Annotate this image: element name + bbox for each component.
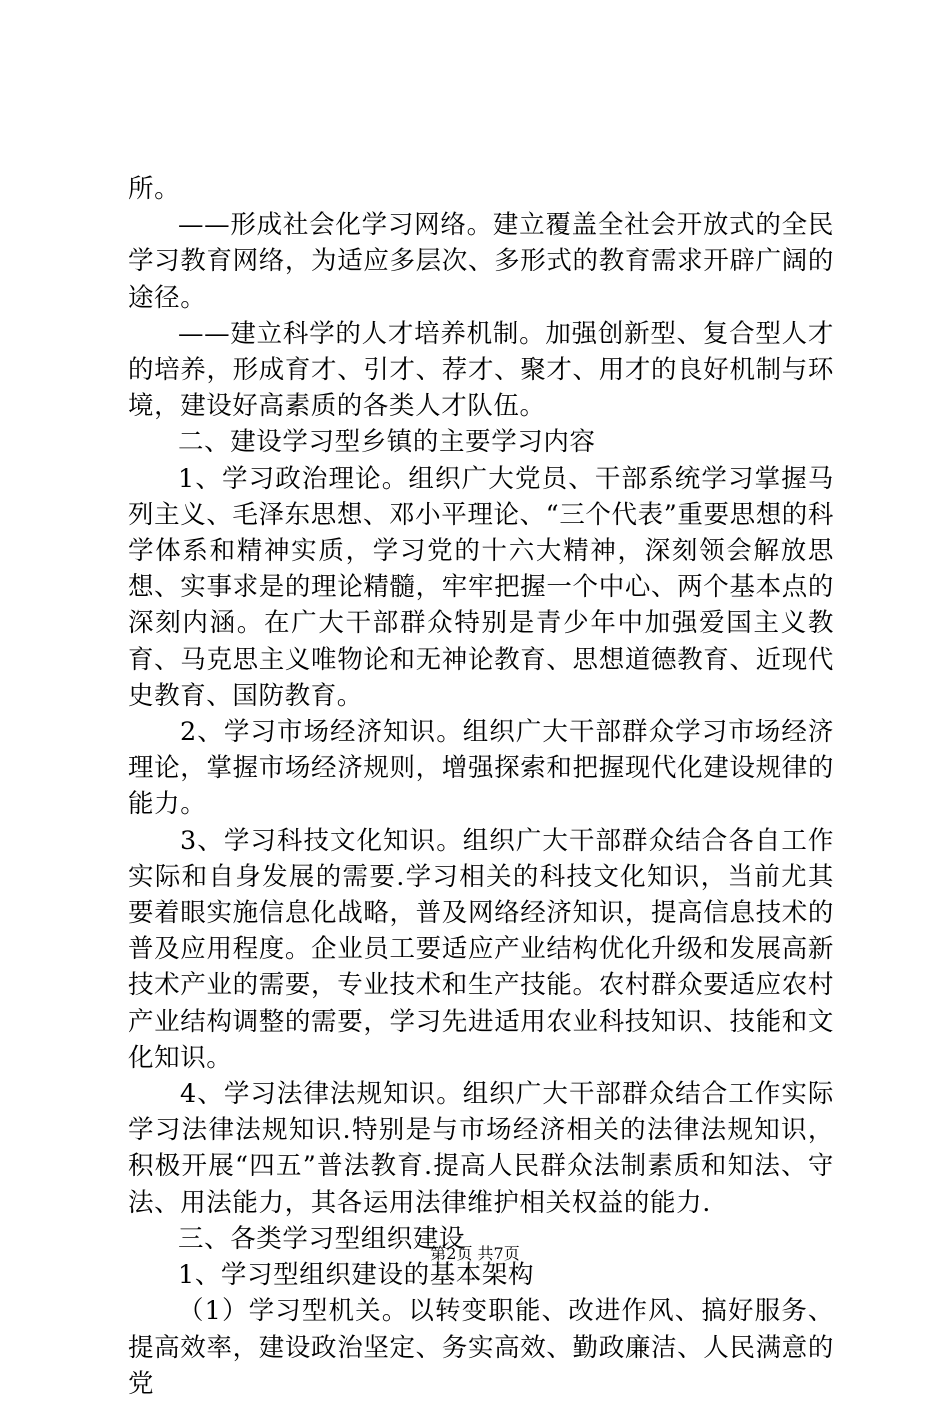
section-heading-2: 二、建设学习型乡镇的主要学习内容 <box>178 427 596 458</box>
paragraph-talent-mechanism: ——建立科学的人才培养机制。加强创新型、复合型人才的培养，形成育才、引才、荐才、聚才、用才的良好机制与环境，建设好高素质的各类人才队伍。 <box>128 318 834 422</box>
paragraph-learning-organ: （1）学习型机关。以转变职能、改进作风、搞好服务、提高效率，建设政治坚定、务实高效、勤政廉洁、人民满意的党 <box>128 1296 834 1399</box>
paragraph-learning-network: ——形成社会化学习网络。建立覆盖全社会开放式的全民学习教育网络，为适应多层次、多形式的教育需求开辟广阔的途径。 <box>128 210 834 313</box>
subsection-heading-1: 1、学习型组织建设的基本架构 <box>178 1260 535 1291</box>
paragraph-science-culture: 3、学习科技文化知识。组织广大干部群众结合各自工作实际和自身发展的需要.学习相关的科技文化知识，当前尤其要着眼实施信息化战略，普及网络经济知识，提高信息技术的普及应用程度。企业员工要适应产业结构优化升级和发展高新技术产业的需要，专业技术和生产技能。农村群众要适应农村产业结构调整的需要，学习先进适用农业科技知识、技能和文化知识。 <box>128 825 834 1073</box>
section-heading-3: 三、各类学习型组织建设 <box>178 1223 466 1254</box>
paragraph-continuation: 所。 <box>128 174 181 204</box>
document-body <box>128 171 834 1402</box>
paragraph-political-theory: 1、学习政治理论。组织广大党员、干部系统学习掌握马列主义、毛泽东思想、邓小平理论、“三个代表”重要思想的科学体系和精神实质，学习党的十六大精神，深刻领会解放思想、实事求是的理论精髓，牢牢把握一个中心、两个基本点的深刻内涵。在广大干部群众特别是青少年中加强爱国主义教育、马克思主义唯物论和无神论教育、思想道德教育、近现代史教育、国防教育。 <box>128 463 834 711</box>
paragraph-market-economy: 2、学习市场经济知识。组织广大干部群众学习市场经济理论，掌握市场经济规则，增强探索和把握现代化建设规律的能力。 <box>128 717 834 820</box>
page-number-footer: 第2页 共7页 <box>430 1244 520 1263</box>
paragraph-law-regulations: 4、学习法律法规知识。组织广大干部群众结合工作实际学习法律法规知识.特别是与市场经济相关的法律法规知识，积极开展“四五”普法教育.提高人民群众法制素质和知法、守法、用法能力，其各运用法律维护相关权益的能力. <box>128 1079 834 1218</box>
